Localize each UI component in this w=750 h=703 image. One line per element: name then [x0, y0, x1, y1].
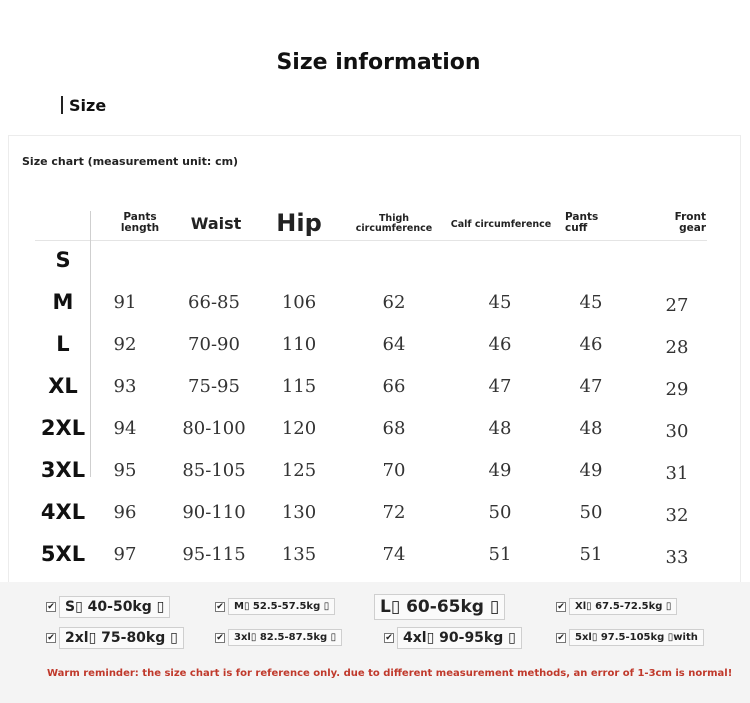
cell-cuff: 48 [579, 418, 603, 439]
cell-calf: 50 [488, 502, 512, 523]
cell-pants-length: 96 [113, 502, 137, 523]
cell-thigh: 64 [382, 334, 406, 355]
header-thigh [350, 214, 438, 234]
cell-waist: 66-85 [188, 292, 240, 313]
header-pants-length-line1: Pants [123, 211, 157, 223]
weight-label: S▯ 40-50kg ▯ [59, 596, 170, 618]
header-pants-length [110, 212, 170, 234]
cell-cuff: 45 [579, 292, 603, 313]
cell-calf: 47 [488, 376, 512, 397]
weight-label: 3xl▯ 82.5-87.5kg ▯ [228, 629, 342, 646]
size-label: L [56, 332, 70, 356]
header-calf: Calf circumference [450, 219, 552, 230]
size-label: 2XL [40, 416, 86, 440]
cell-thigh: 72 [382, 502, 406, 523]
checkbox-icon: ✔ [557, 601, 565, 612]
cell-front-gear: 30 [665, 421, 689, 442]
cell-hip: 130 [281, 502, 317, 523]
header-front-gear-line2: gear [679, 222, 706, 235]
cell-front-gear: 29 [665, 379, 689, 400]
weight-label: 2xl▯ 75-80kg ▯ [59, 627, 184, 649]
cell-calf: 45 [488, 292, 512, 313]
header-cuff [565, 212, 607, 234]
weight-item-s [46, 596, 170, 618]
cell-front-gear: 32 [665, 505, 689, 526]
section-bar [61, 96, 63, 114]
checkbox-icon: ✔ [385, 633, 393, 643]
size-label: M [52, 290, 74, 314]
header-thigh-line2: circumference [355, 222, 433, 234]
checkbox-icon: ✔ [47, 633, 55, 643]
cell-hip: 125 [281, 460, 317, 481]
size-label: 3XL [40, 458, 86, 482]
cell-pants-length: 92 [113, 334, 137, 355]
cell-pants-length: 93 [113, 376, 137, 397]
header-front-gear-line1: Front [674, 211, 706, 223]
cell-calf: 49 [488, 460, 512, 481]
weight-item-4xl [384, 627, 522, 649]
cell-thigh: 66 [382, 376, 406, 397]
cell-hip: 120 [281, 418, 317, 439]
header-cuff-line1: Pants [565, 211, 599, 223]
weight-label: 5xl▯ 97.5-105kg ▯with [569, 629, 704, 646]
weight-label: M▯ 52.5-57.5kg ▯ [228, 598, 335, 615]
checkbox-icon: ✔ [47, 602, 55, 612]
header-thigh-line1: Thigh [378, 213, 410, 224]
cell-cuff: 47 [579, 376, 603, 397]
header-divider [35, 240, 707, 241]
section-label: Size [69, 96, 107, 115]
checkbox-icon: ✔ [216, 601, 224, 612]
weight-label: 4xl▯ 90-95kg ▯ [397, 627, 522, 649]
weight-item-l [374, 594, 505, 620]
cell-pants-length: 94 [113, 418, 137, 439]
cell-cuff: 50 [579, 502, 603, 523]
cell-calf: 51 [488, 544, 512, 565]
header-cuff-line2: cuff [565, 222, 588, 235]
header-waist: Waist [190, 214, 242, 233]
cell-pants-length: 91 [113, 292, 137, 313]
cell-front-gear: 31 [665, 463, 689, 484]
cell-front-gear: 28 [665, 337, 689, 358]
cell-front-gear: 33 [665, 547, 689, 568]
cell-cuff: 51 [579, 544, 603, 565]
cell-thigh: 62 [382, 292, 406, 313]
header-front-gear [660, 212, 706, 234]
size-label: 4XL [40, 500, 86, 524]
cell-waist: 70-90 [188, 334, 240, 355]
weight-label: L▯ 60-65kg ▯ [374, 594, 505, 620]
weight-item-5xl [556, 629, 704, 646]
size-label: S [55, 248, 71, 272]
page-title: Size information [276, 50, 481, 75]
cell-pants-length: 97 [113, 544, 137, 565]
size-chart-title: Size chart (measurement unit: cm) [22, 155, 239, 168]
cell-waist: 85-105 [182, 460, 246, 481]
cell-cuff: 46 [579, 334, 603, 355]
cell-hip: 110 [281, 334, 317, 355]
size-label: XL [48, 374, 78, 398]
weight-item-m [215, 598, 335, 615]
cell-thigh: 70 [382, 460, 406, 481]
cell-pants-length: 95 [113, 460, 137, 481]
size-label: 5XL [40, 542, 86, 566]
warning-text: Warm reminder: the size chart is for reference only. due to different measurement methods, an error of 1-3cm is normal! [47, 668, 733, 679]
cell-thigh: 74 [382, 544, 406, 565]
cell-hip: 106 [281, 292, 317, 313]
cell-front-gear: 27 [665, 295, 689, 316]
weight-item-xl [556, 598, 677, 615]
cell-waist: 80-100 [182, 418, 246, 439]
cell-waist: 95-115 [182, 544, 246, 565]
cell-waist: 75-95 [188, 376, 240, 397]
cell-waist: 90-110 [182, 502, 246, 523]
cell-calf: 46 [488, 334, 512, 355]
weight-item-2xl [46, 627, 184, 649]
header-hip: Hip [276, 209, 322, 237]
weight-item-3xl [215, 629, 342, 646]
cell-thigh: 68 [382, 418, 406, 439]
header-pants-length-line2: length [120, 222, 160, 235]
checkbox-icon: ✔ [216, 632, 224, 643]
weight-label: Xl▯ 67.5-72.5kg ▯ [569, 598, 677, 615]
cell-hip: 115 [281, 376, 317, 397]
cell-calf: 48 [488, 418, 512, 439]
cell-cuff: 49 [579, 460, 603, 481]
cell-hip: 135 [281, 544, 317, 565]
checkbox-icon: ✔ [557, 632, 565, 643]
